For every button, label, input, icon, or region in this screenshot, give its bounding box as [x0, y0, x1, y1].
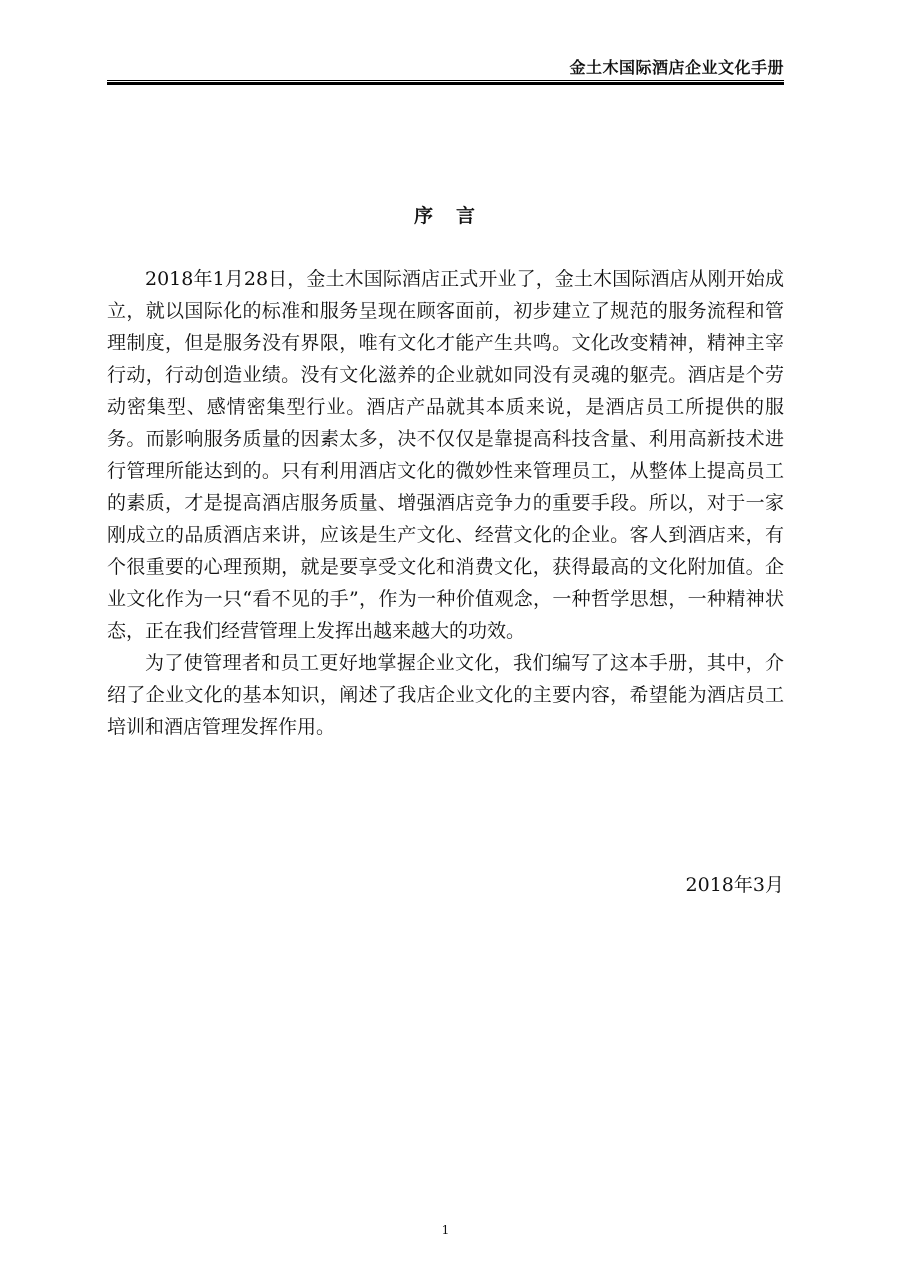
preface-date: 2018年3月: [685, 874, 784, 896]
preface-title: 序 言: [413, 205, 477, 227]
preface-paragraph-2: 为了使管理者和员工更好地掌握企业文化，我们编写了这本手册，其中，介绍了企业文化的基本知识，阐述了我店企业文化的主要内容，希望能为酒店员工培训和酒店管理发挥作用。: [107, 652, 784, 738]
header-rule-thick: [107, 82, 784, 85]
header-rule-thin: [107, 80, 784, 81]
page-number: 1: [441, 1223, 450, 1237]
preface-paragraph-1: 2018年1月28日，金土木国际酒店正式开业了，金土木国际酒店从刚开始成立，就以国际化的标准和服务呈现在顾客面前，初步建立了规范的服务流程和管理制度，但是服务没有界限，唯有文化才能产生共鸣。文化改变精神，精神主宰行动，行动创造业绩。没有文化滋养的企业就如同没有灵魂的躯壳。酒店是个劳动密集型、感情密集型行业。酒店产品就其本质来说，是酒店员工所提供的服务。而影响服务质量的因素太多，决不仅仅是靠提高科技含量、利用高新技术进行管理所能达到的。只有利用酒店文化的微妙性来管理员工，从整体上提高员工的素质，才是提高酒店服务质量、增强酒店竞争力的重要手段。所以，对于一家刚成立的品质酒店来讲，应该是生产文化、经营文化的企业。客人到酒店来，有个很重要的心理预期，就是要享受文化和消费文化，获得最高的文化附加值。企业文化作为一只“看不见的手”，作为一种价值观念，一种哲学思想，一种精神状态，正在我们经营管理上发挥出越来越大的功效。: [107, 268, 784, 642]
preface-body: [107, 263, 784, 743]
running-header-title: 金土木国际酒店企业文化手册: [569, 58, 784, 77]
